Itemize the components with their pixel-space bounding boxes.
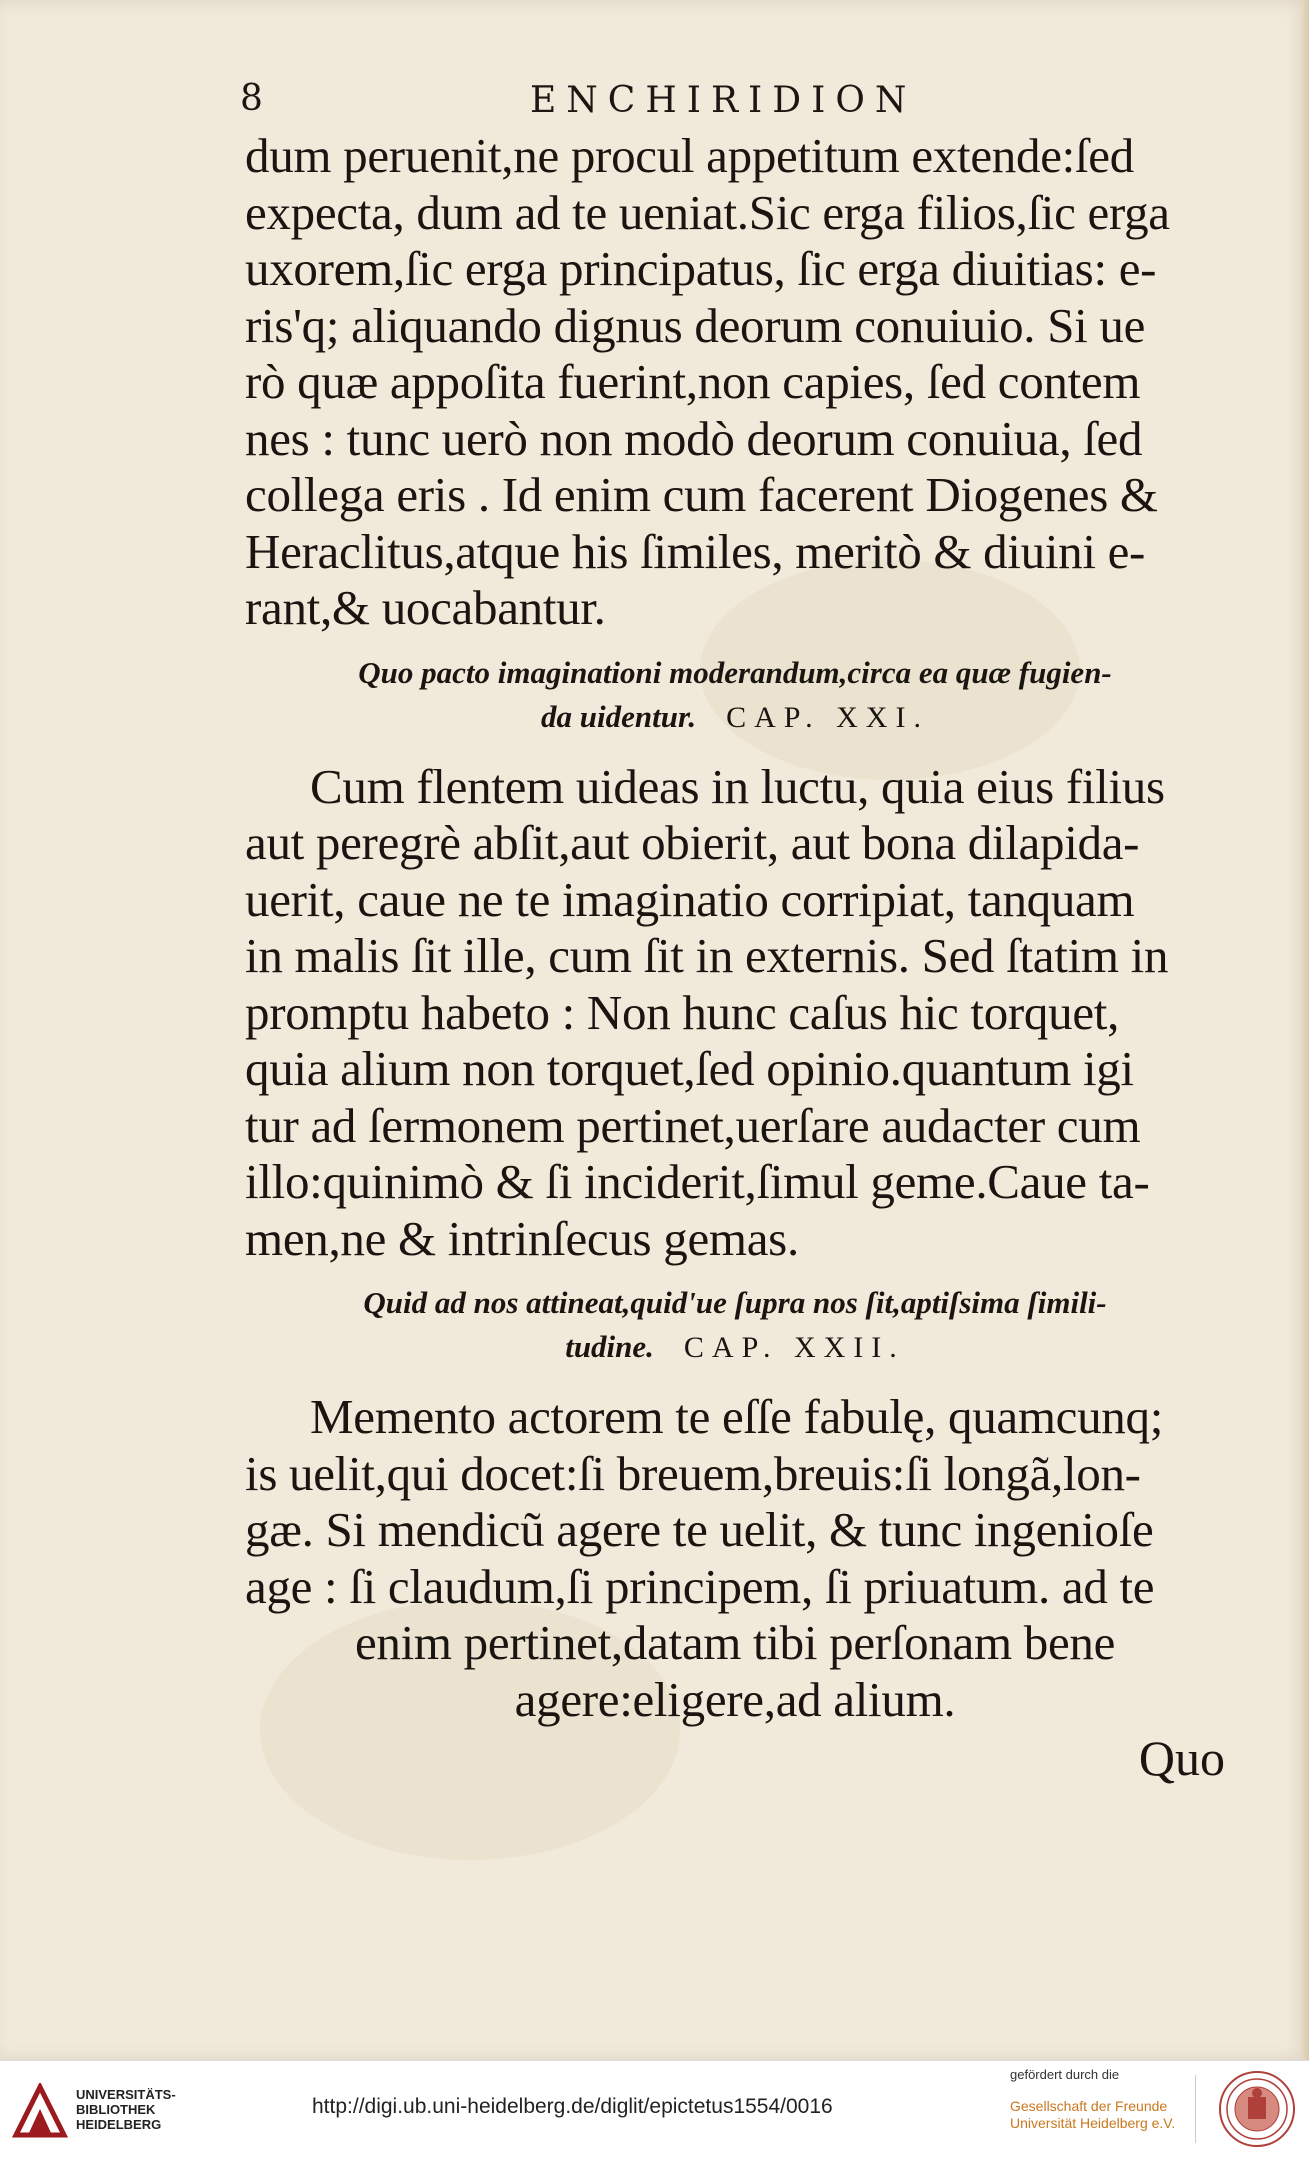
- chapter-number: CAP. XXII.: [683, 1331, 905, 1364]
- chapter-heading-line: da uidentur.: [541, 698, 697, 734]
- library-name-line: UNIVERSITÄTS-: [76, 2087, 176, 2102]
- text-line: expecta, dum ad te ueniat.Sic erga filios,ſic erga: [245, 184, 1170, 240]
- text-line: dum peruenit,ne procul appetitum extende:ſed: [245, 128, 1134, 183]
- text-line: Cum flentem uideas in luctu, quia eius filius: [310, 758, 1165, 814]
- library-logo-icon[interactable]: [12, 2083, 68, 2139]
- divider: [1195, 2075, 1196, 2143]
- library-name[interactable]: [76, 2087, 176, 2132]
- library-name-line: HEIDELBERG: [76, 2117, 162, 2132]
- text-line: age : ſi claudum,ſi principem, ſi priuatum. ad te: [245, 1558, 1155, 1614]
- text-line: tur ad ſermonem pertinet,uerſare audacter cum: [245, 1097, 1141, 1153]
- chapter-heading-line: tudine.: [565, 1329, 654, 1364]
- text-line: rant,& uocabantur.: [245, 580, 606, 635]
- chapter-heading-line: Quid ad nos attineat,quid'ue ſupra nos ſit,aptiſsima ſimili-: [363, 1285, 1107, 1320]
- chapter-heading: [245, 1281, 1225, 1325]
- chapter-heading-line: Quo pacto imaginationi moderandum,circa ea quæ fugien-: [358, 654, 1112, 690]
- sponsor-intro: gefördert durch die: [1010, 2067, 1120, 2082]
- chapter-heading: [245, 1325, 1225, 1369]
- page-edge-shadow: [1301, 0, 1309, 2060]
- running-title: ENCHIRIDION: [530, 80, 917, 121]
- sponsor-name: Gesellschaft der Freunde: [1010, 2098, 1168, 2114]
- page-number: 8: [240, 78, 263, 119]
- chapter-heading: [245, 695, 1225, 739]
- sponsor-credit[interactable]: [1010, 2067, 1200, 2132]
- university-seal-icon[interactable]: [1217, 2069, 1297, 2149]
- text-line: uerit, caue ne te imaginatio corripiat, tanquam: [245, 871, 1135, 927]
- text-line: is uelit,qui docet:ſi breuem,breuis:ſi longã,lon-: [245, 1445, 1141, 1501]
- text-line: quia alium non torquet,ſed opinio.quantum igi: [245, 1041, 1134, 1096]
- text-line: uxorem,ſic erga principatus, ſic erga diuitias: e-: [245, 241, 1157, 296]
- viewer-footer: [0, 2060, 1309, 2157]
- chapter-heading: [245, 651, 1225, 695]
- text-line: rò quæ appoſita fuerint,non capies, ſed contem: [245, 354, 1141, 409]
- text-line: nes : tunc uerò non modò deorum conuiua, ſed: [245, 410, 1143, 466]
- text-line: Heraclitus,atque his ſimiles, meritò & diuini e-: [245, 523, 1146, 579]
- text-line: aut peregrè abſit,aut obierit, aut bona dilapida-: [245, 815, 1140, 870]
- text-line: promptu habeto : Non hunc caſus hic torquet,: [245, 984, 1120, 1040]
- text-line: agere:eligere,ad alium.: [514, 1671, 956, 1727]
- library-name-line: BIBLIOTHEK: [76, 2102, 156, 2117]
- catchword: Quo: [1138, 1730, 1225, 1786]
- text-line: gæ. Si mendicũ agere te uelit, & tunc ingenioſe: [245, 1502, 1154, 1557]
- text-line: enim pertinet,datam tibi perſonam bene: [354, 1615, 1116, 1670]
- text-block: [245, 128, 1225, 1788]
- text-line: ris'q; aliquando dignus deorum conuiuio. Si ue: [245, 297, 1146, 353]
- sponsor-name: Universität Heidelberg e.V.: [1010, 2115, 1176, 2131]
- text-line: Memento actorem te eſſe fabulę, quamcunq;: [310, 1389, 1164, 1444]
- text-line: illo:quinimò & ſi inciderit,ſimul geme.Caue ta-: [245, 1154, 1150, 1209]
- text-line: collega eris . Id enim cum facerent Diogenes &: [245, 467, 1158, 522]
- text-line: men,ne & intrinſecus gemas.: [245, 1210, 799, 1266]
- chapter-number: CAP. XXI.: [726, 700, 929, 734]
- running-head: [240, 78, 1220, 128]
- permalink-url[interactable]: http://digi.ub.uni-heidelberg.de/diglit/epictetus1554/0016: [312, 2095, 833, 2118]
- text-line: in malis ſit ille, cum ſit in externis. Sed ſtatim in: [245, 928, 1169, 983]
